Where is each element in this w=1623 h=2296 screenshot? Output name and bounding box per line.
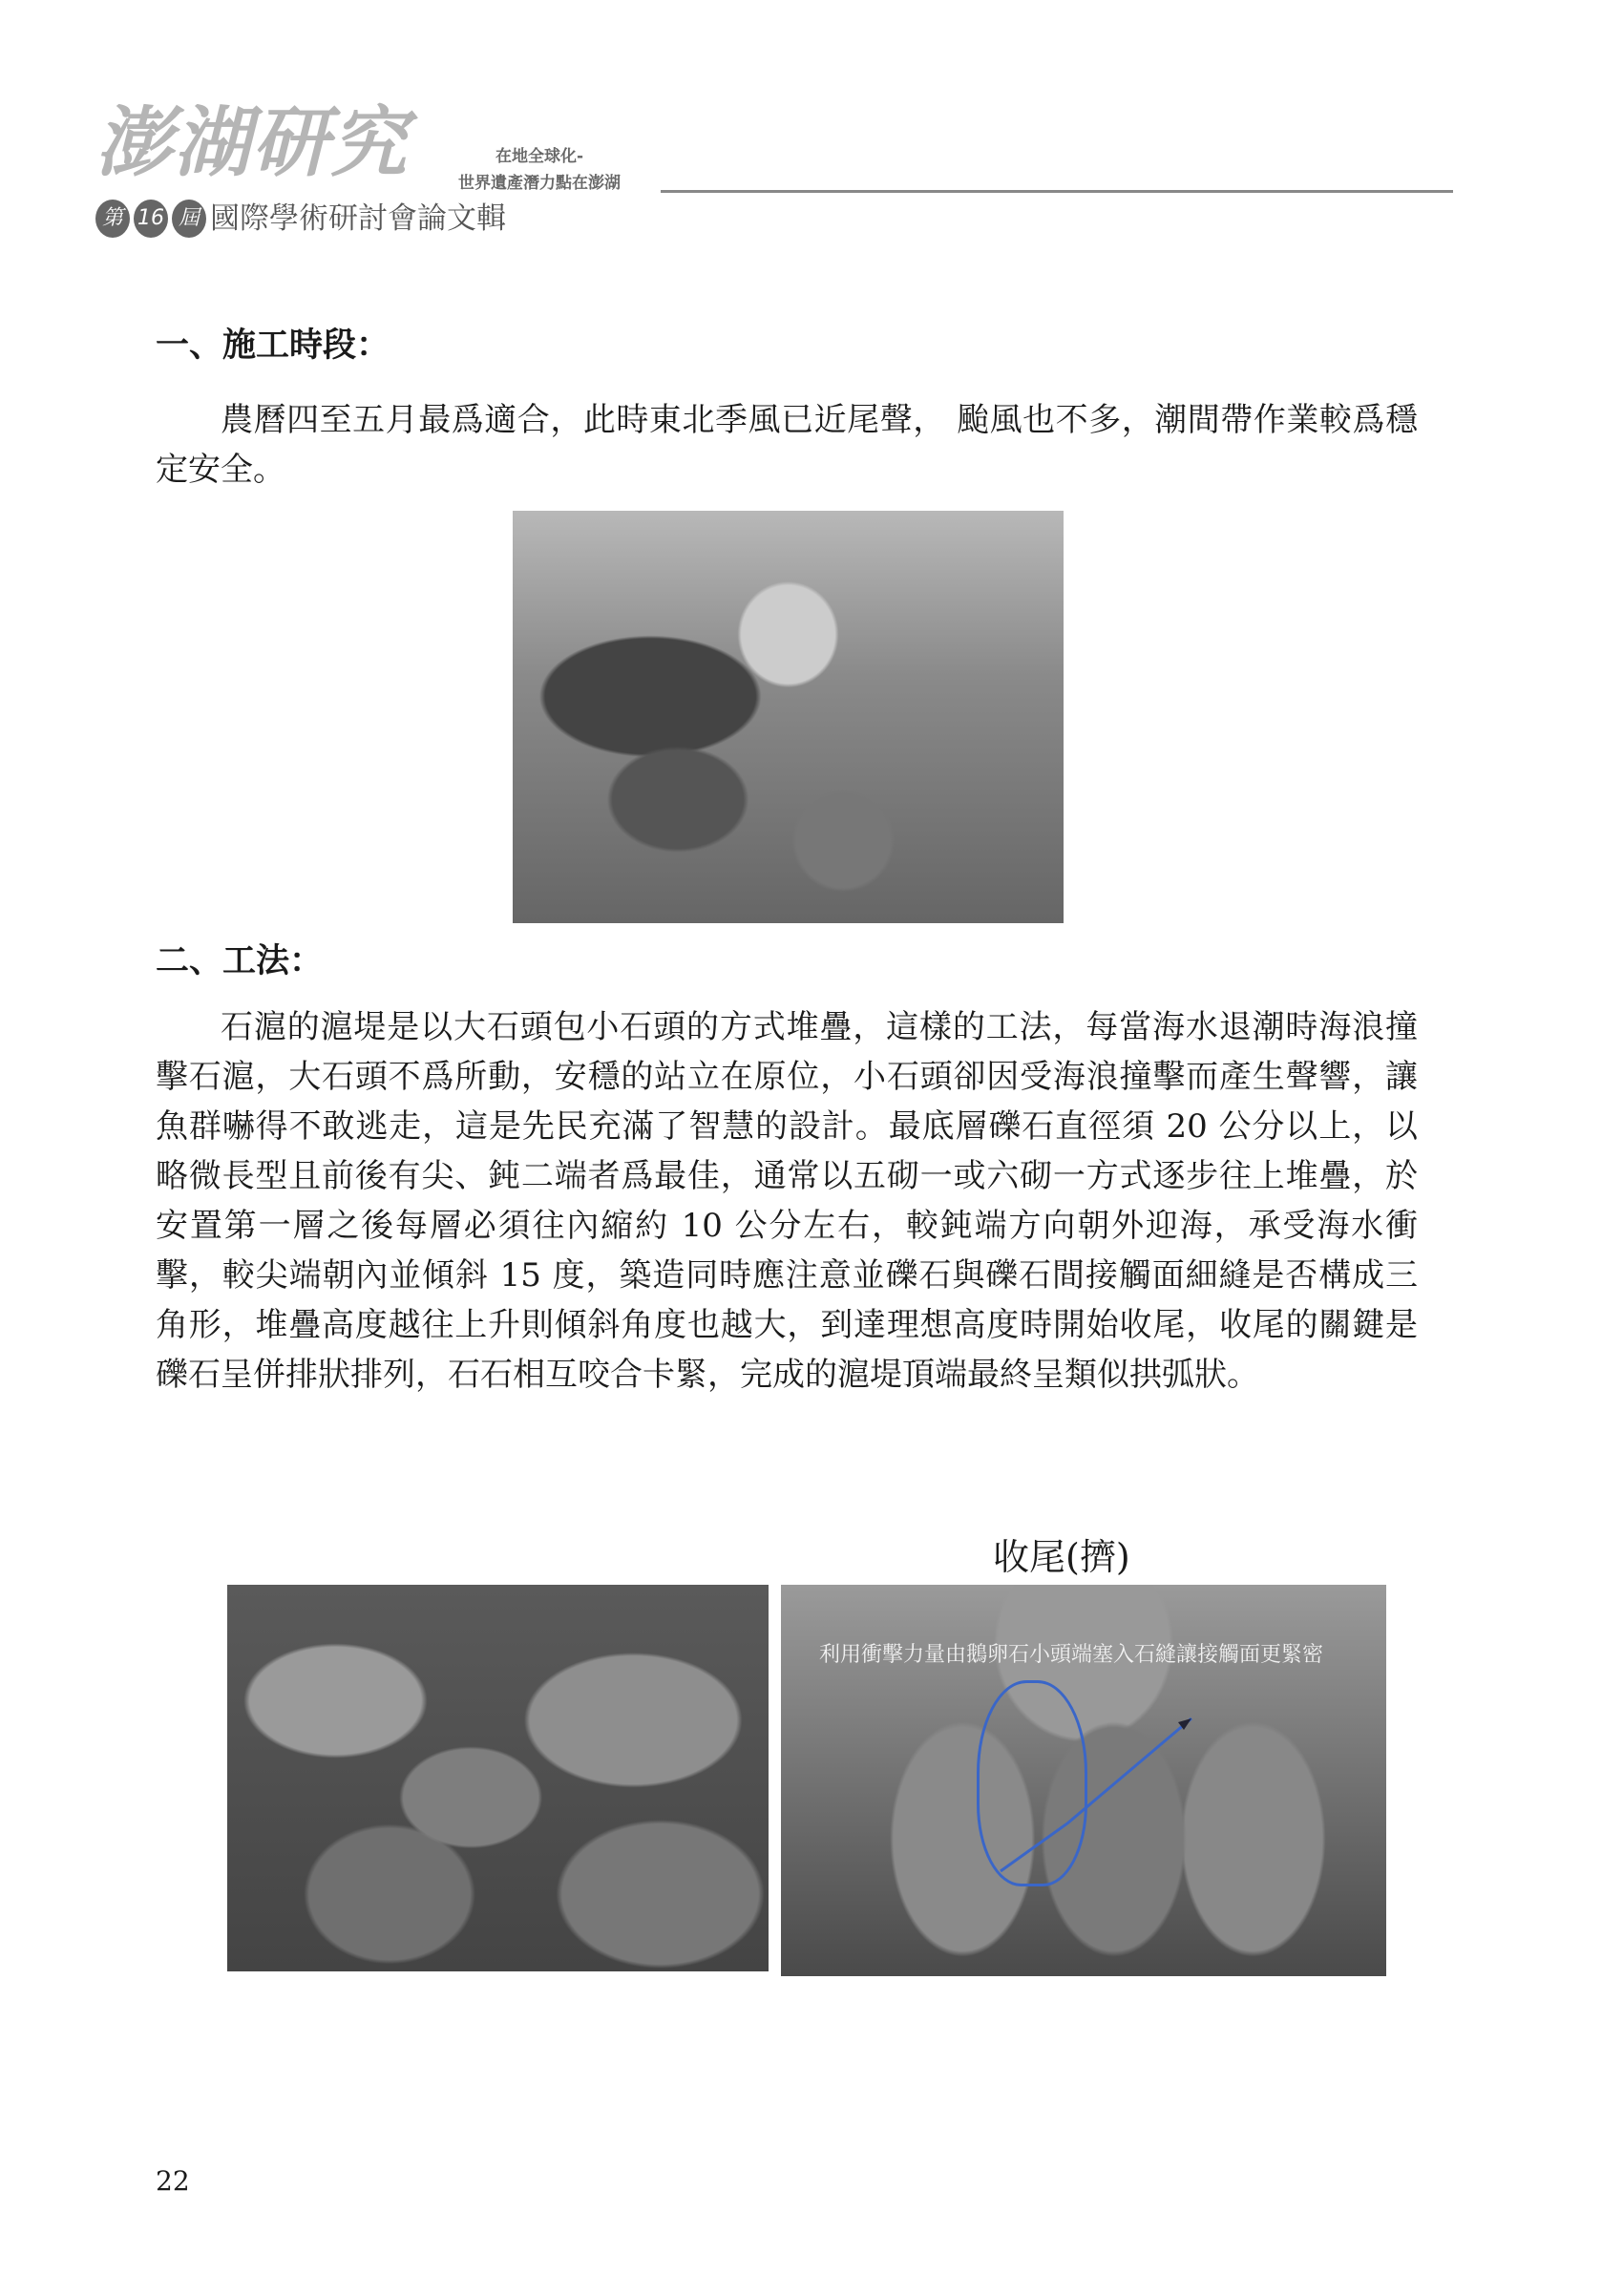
- subtitle-text: 國際學術研討會論文輯: [210, 201, 506, 236]
- tagline-line1: 在地全球化-: [495, 147, 584, 166]
- journal-edition-subtitle: [95, 199, 506, 239]
- section2-heading: 二、工法：: [156, 941, 324, 980]
- section1-heading: 一、施工時段：: [156, 326, 390, 365]
- section1-text: 農曆四至五月最爲適合，此時東北季風已近尾聲， 颱風也不多，潮間帶作業較爲穩定安全。: [156, 401, 1418, 489]
- edition-number-badge: 16: [134, 200, 168, 238]
- journal-logo-title: 澎湖研究: [95, 97, 409, 187]
- edition-suffix-badge: 屆: [172, 200, 206, 238]
- figure-caption: 收尾(擠): [993, 1536, 1130, 1578]
- section2-paragraph: [156, 1002, 1418, 1524]
- page-number: 22: [156, 2165, 190, 2197]
- header-rule: [661, 190, 1453, 193]
- photo-finished-cobbles-annotated: [781, 1585, 1386, 1976]
- tagline-line2: 世界遺產潛力點在澎湖: [458, 174, 621, 193]
- section1-paragraph: [156, 395, 1418, 500]
- annotation-arrow-icon: [781, 1585, 1386, 1976]
- photo-workers-building-weir: [513, 511, 1064, 923]
- section2-text: 石滬的滬堤是以大石頭包小石頭的方式堆疊，這樣的工法，每當海水退潮時海浪撞擊石滬，大石頭不爲所動，安穩的站立在原位，小石頭卻因受海浪撞擊而產生聲響，讓魚群嚇得不敢逃走，這是先民充滿了智慧的設計。最底層礫石直徑須 20 公分以上，以略微長型且前後有尖、鈍二端者爲最佳，通常以五砌一或六砌一方式逐步往上堆疊，於安置第一層之後每層必須往內縮約 10 公分左右，較鈍端方向朝外迎海，承受海水衝擊，較尖端朝內並傾斜 15 度，築造同時應注意並礫石與礫石間接觸面細縫是否構成三角形，堆疊高度越往上升則傾斜角度也越大，到達理想高度時開始收尾，收尾的關鍵是礫石呈併排狀排列，石石相互咬合卡緊，完成的滬堤頂端最終呈類似拱弧狀。: [156, 1008, 1418, 1394]
- photo-overlay-text: 利用衝擊力量由鵝卵石小頭端塞入石縫讓接觸面更緊密: [819, 1643, 1324, 1667]
- header-tagline: [458, 143, 621, 197]
- edition-prefix-badge: 第: [95, 200, 130, 238]
- photo-stacked-cobbles: [227, 1585, 769, 1971]
